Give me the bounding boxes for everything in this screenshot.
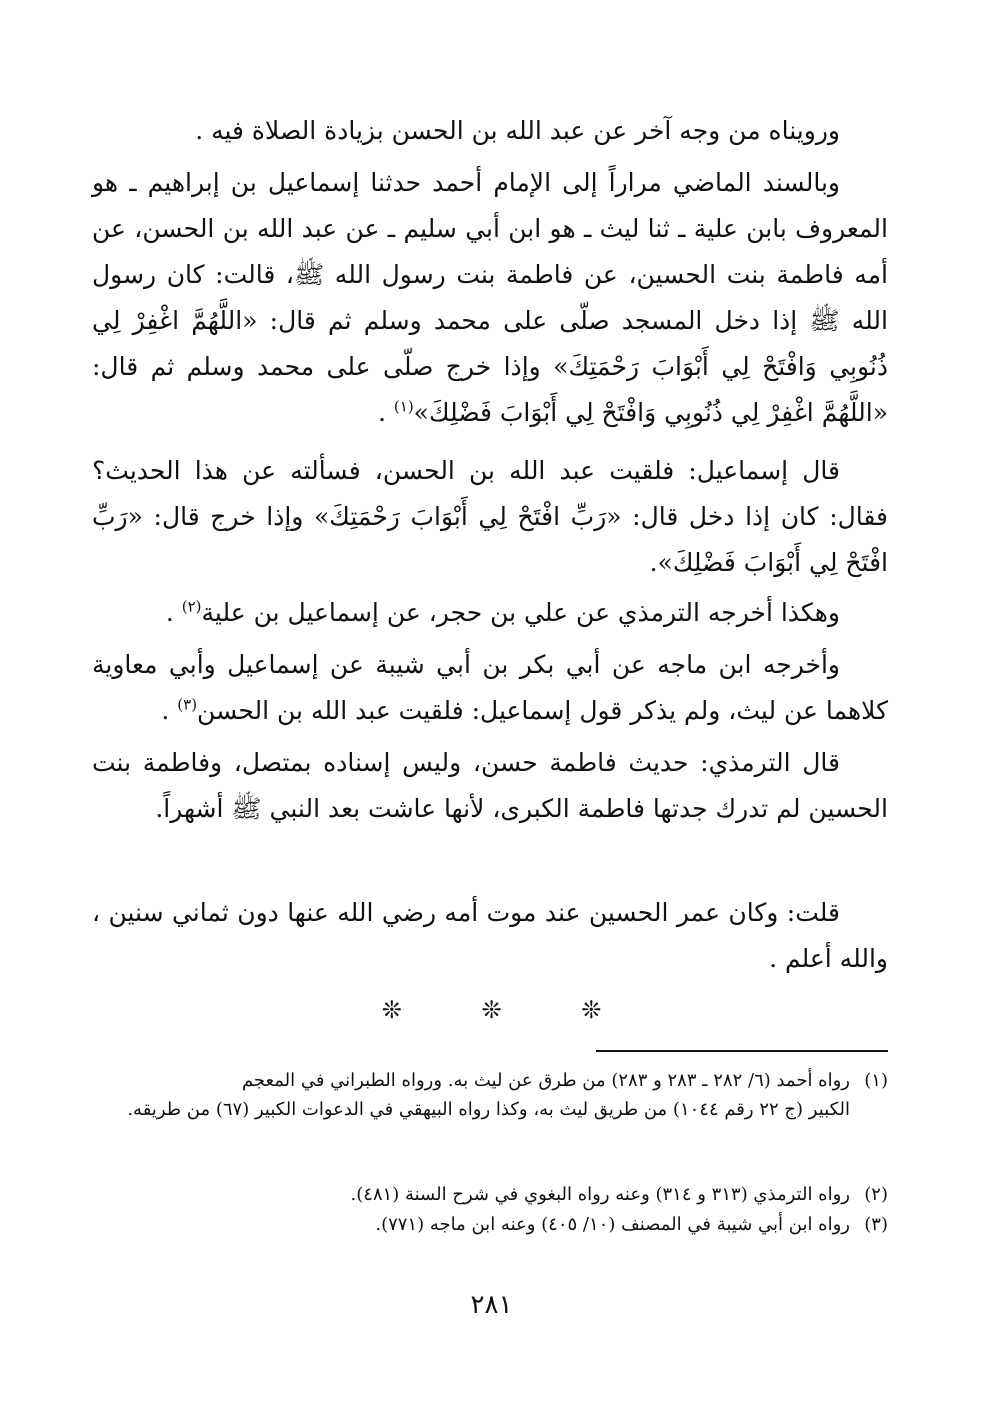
section-separator	[0, 996, 983, 1024]
footnote-3	[92, 1210, 888, 1239]
footnote-ref-2: (٢)	[181, 597, 202, 616]
paragraph-5-end: .	[161, 696, 178, 725]
footnote-divider	[596, 1050, 888, 1052]
separator-star-icon: ❊	[481, 996, 502, 1024]
paragraph-6-text: قال الترمذي: حديث فاطمة حسن، وليس إسناده بمتصل، وفاطمة بنت الحسين لم تدرك جدتها فاطمة الكبرى، لأنها عاشت بعد النبي ﷺ أشهراً.	[92, 748, 888, 823]
paragraph-3-text: قال إسماعيل: فلقيت عبد الله بن الحسن، فسألته عن هذا الحديث؟ فقال: كان إذا دخل قال: «رَبِّ افْتَحْ لِي أَبْوَابَ رَحْمَتِكَ» وإذا خرج قال: «رَبِّ افْتَحْ لِي أَبْوَابَ فَضْلِكَ».	[92, 456, 888, 577]
footnote-1-number: (١)	[864, 1070, 888, 1091]
footnote-3-number: (٣)	[864, 1214, 888, 1235]
footnote-ref-3: (٣)	[177, 695, 198, 714]
footnote-1	[92, 1066, 888, 1124]
footnote-2-number: (٢)	[864, 1184, 888, 1205]
paragraph-7-text: قلت: وكان عمر الحسين عند موت أمه رضي الله عنها دون ثماني سنين ، والله أعلم .	[92, 898, 888, 973]
paragraph-2-end: .	[377, 398, 394, 427]
separator-star-icon: ❊	[581, 996, 602, 1024]
paragraph-3	[92, 448, 888, 586]
paragraph-2-text: وبالسند الماضي مراراً إلى الإمام أحمد حدثنا إسماعيل بن إبراهيم ـ هو المعروف بابن علية ـ ثنا ليث ـ هو ابن أبي سليم ـ عن عبد الله بن الحسن، عن أمه فاطمة بنت الحسين، عن فاطمة بنت رسول الله ﷺ، قالت: كان رسول الله ﷺ إذا دخل المسجد صلّى على محمد وسلم ثم قال: «اللَّهُمَّ اغْفِرْ لِي ذُنُوبِي وَافْتَحْ لِي أَبْوَابَ رَحْمَتِكَ» وإذا خرج صلّى على محمد وسلم ثم قال: «اللَّهُمَّ اغْفِرْ لِي ذُنُوبِي وَافْتَحْ لِي أَبْوَابَ فَضْلِكَ»	[92, 168, 889, 427]
footnote-2	[92, 1180, 888, 1209]
paragraph-1-text: ورويناه من وجه آخر عن عبد الله بن الحسن بزيادة الصلاة فيه .	[195, 116, 840, 145]
footnote-3-text: رواه ابن أبي شيبة في المصنف (١٠/ ٤٠٥) وعنه ابن ماجه (٧٧١).	[375, 1214, 850, 1235]
paragraph-4-end: .	[165, 598, 182, 627]
footnote-1-text: رواه أحمد (٦/ ٢٨٢ ـ ٢٨٣ و ٢٨٣) من طرق عن ليث به. ورواه الطبراني في المعجم	[241, 1070, 850, 1091]
page-number: ٢٨١	[470, 1290, 513, 1320]
paragraph-5-text: وأخرجه ابن ماجه عن أبي بكر بن أبي شيبة عن إسماعيل وأبي معاوية كلاهما عن ليث، ولم يذكر قول إسماعيل: فلقيت عبد الله بن الحسن	[92, 650, 888, 725]
paragraph-4	[92, 590, 888, 636]
paragraph-1	[92, 108, 888, 154]
paragraph-4-text: وهكذا أخرجه الترمذي عن علي بن حجر، عن إسماعيل بن علية	[201, 598, 840, 627]
paragraph-5	[92, 642, 888, 734]
separator-star-icon: ❊	[381, 996, 402, 1024]
paragraph-7	[92, 890, 888, 982]
footnote-ref-1: (١)	[393, 397, 414, 416]
paragraph-6	[92, 740, 888, 832]
footnote-2-text: رواه الترمذي (٣١٣ و ٣١٤) وعنه رواه البغوي في شرح السنة (٤٨١).	[350, 1184, 850, 1205]
paragraph-2	[92, 160, 888, 436]
footnote-1-continuation: الكبير (ج ٢٢ رقم ١٠٤٤) من طريق ليث به، وكذا رواه البيهقي في الدعوات الكبير (٦٧) من طريقه.	[127, 1099, 850, 1120]
